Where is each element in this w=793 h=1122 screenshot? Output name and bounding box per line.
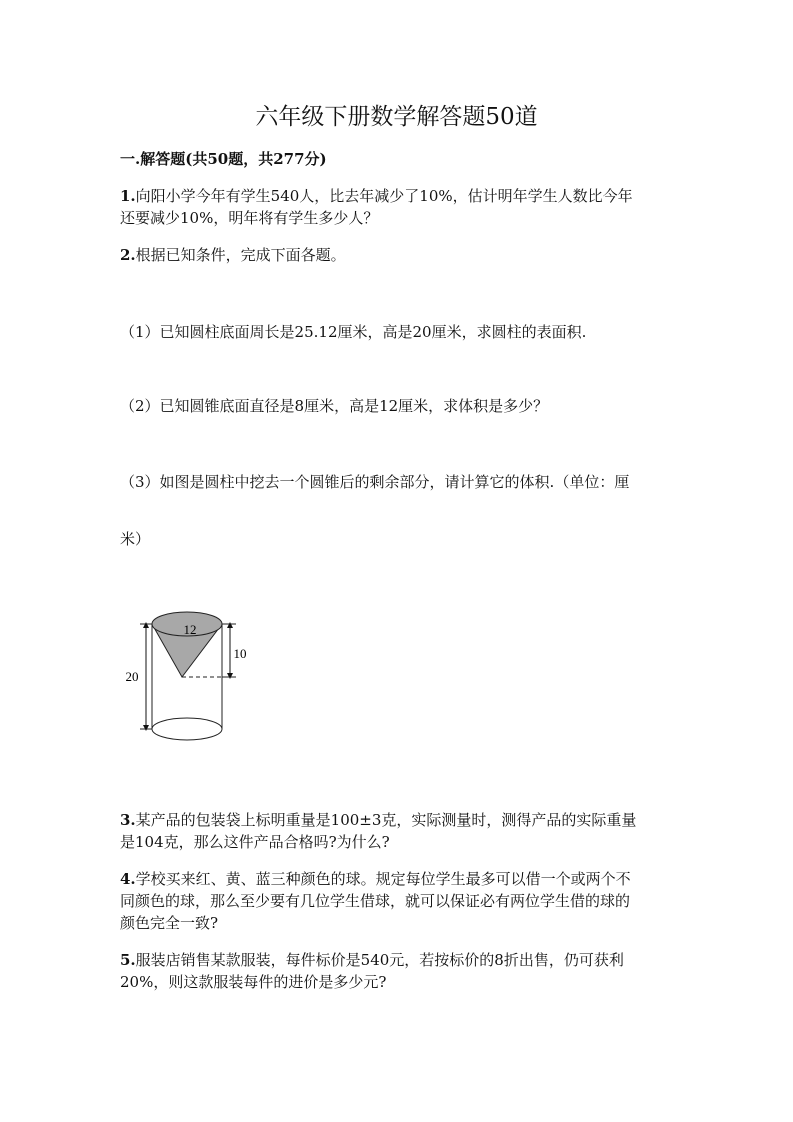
question-3: [120, 809, 636, 853]
question-number: 3.: [120, 811, 136, 829]
question-number: 2.: [120, 246, 136, 264]
sub-question-3-cont: 米）: [120, 530, 151, 548]
diameter-label: 12: [183, 622, 197, 637]
question-text: 某产品的包装袋上标明重量是100±3克，实际测量时，测得产品的实际重量: [135, 811, 637, 829]
question-text: 还要减少10%，明年将有学生多少人？: [120, 209, 379, 227]
question-2: [120, 244, 346, 266]
question-5: [120, 949, 624, 993]
sub-question-1: （1）已知圆柱底面周长是25.12厘米，高是20厘米，求圆柱的表面积.: [120, 323, 587, 341]
question-text: 学校买来红、黄、蓝三种颜色的球。规定每位学生最多可以借一个或两个不: [135, 870, 631, 888]
question-text: 20%，则这款服装每件的进价是多少元?: [120, 973, 387, 991]
question-text: 同颜色的球，那么至少要有几位学生借球，就可以保证必有两位学生借的球的: [120, 892, 631, 910]
question-number: 5.: [120, 951, 136, 969]
question-text: 服装店销售某款服装，每件标价是540元，若按标价的8折出售，仍可获利: [135, 951, 624, 969]
page-title: 六年级下册数学解答题50道: [255, 104, 538, 130]
cylinder-height-label: 20: [125, 669, 139, 684]
question-number: 4.: [120, 870, 136, 888]
cylinder-cone-figure: [118, 604, 248, 750]
question-text: 是104克，那么这件产品合格吗?为什么?: [120, 833, 390, 851]
question-number: 1.: [120, 187, 136, 205]
question-1: [120, 185, 633, 229]
section-heading: 一.解答题(共50题，共277分): [120, 150, 327, 168]
cone-height-label: 10: [233, 646, 247, 661]
cylinder-bottom: [152, 718, 222, 740]
sub-question-3: （3）如图是圆柱中挖去一个圆锥后的剩余部分，请计算它的体积.（单位：厘: [120, 473, 630, 491]
question-text: 颜色完全一致?: [120, 914, 219, 932]
question-text: 向阳小学今年有学生540人，比去年减少了10%，估计明年学生人数比今年: [135, 187, 633, 205]
question-4: [120, 868, 631, 934]
sub-question-2: （2）已知圆锥底面直径是8厘米，高是12厘米，求体积是多少？: [120, 397, 549, 415]
question-text: 根据已知条件，完成下面各题。: [135, 246, 346, 264]
